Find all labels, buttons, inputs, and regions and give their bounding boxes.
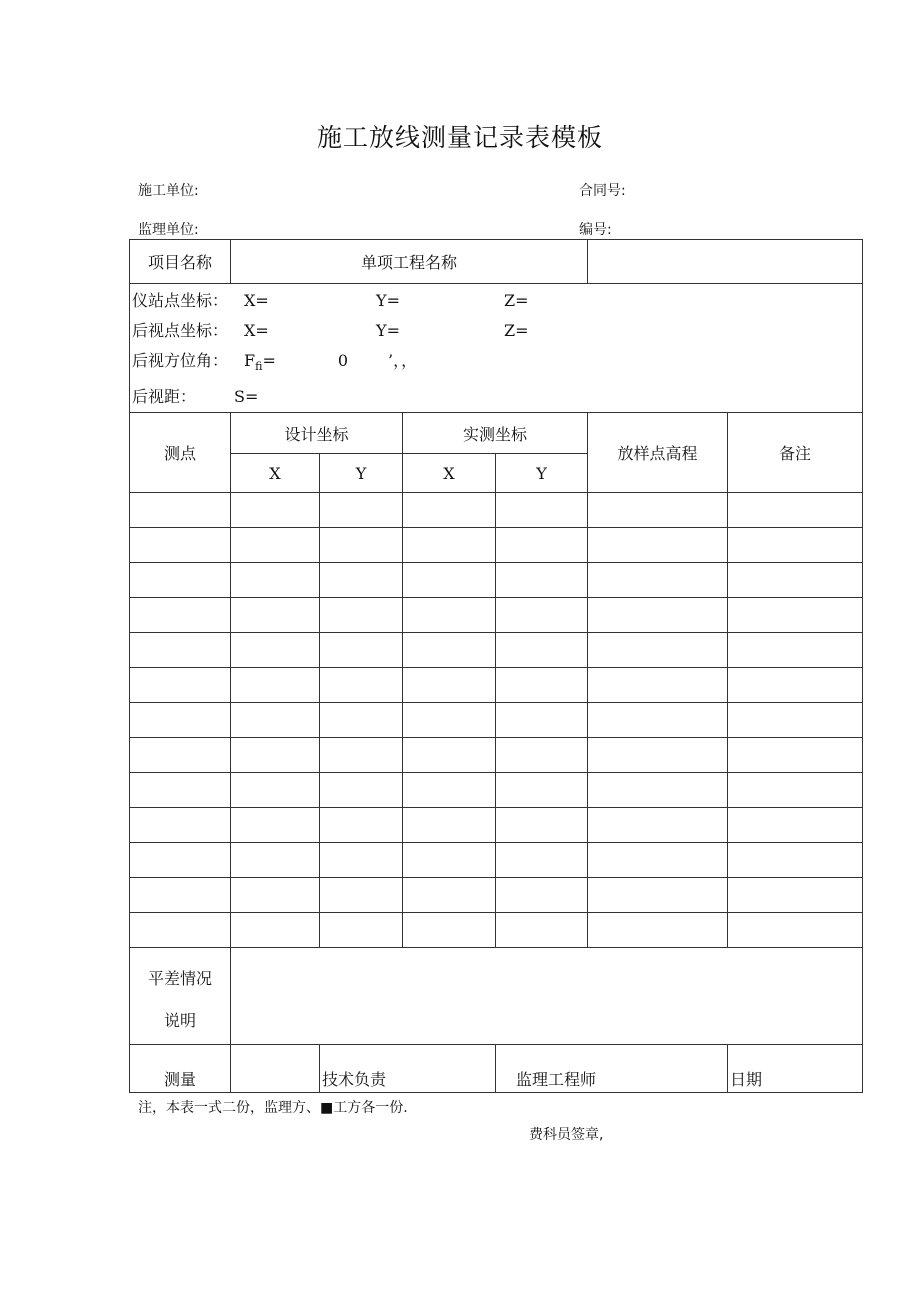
table-cell[interactable] [130,773,231,808]
supervision-unit-label: 监理单位: [138,222,199,238]
table-cell[interactable] [231,703,320,738]
table-cell[interactable] [231,668,320,703]
table-cell[interactable] [728,808,863,843]
table-cell[interactable] [320,668,403,703]
table-cell[interactable] [496,843,588,878]
table-cell[interactable] [588,493,728,528]
table-cell[interactable] [496,878,588,913]
table-cell[interactable] [588,668,728,703]
project-name-label: 项目名称 [130,240,231,284]
project-name-cell[interactable] [588,240,863,284]
table-cell[interactable] [403,773,496,808]
table-row [130,563,863,598]
table-cell[interactable] [320,703,403,738]
table-cell[interactable] [403,878,496,913]
table-cell[interactable] [130,913,231,948]
table-cell[interactable] [496,808,588,843]
table-cell[interactable] [496,668,588,703]
table-cell[interactable] [496,598,588,633]
table-cell[interactable] [496,528,588,563]
table-cell[interactable] [130,598,231,633]
project-row [130,240,863,284]
table-cell[interactable] [320,878,403,913]
instrument-coords-line: 仪站点坐标： X= Y= Z= [132,291,529,310]
table-cell[interactable] [403,633,496,668]
table-cell[interactable] [130,493,231,528]
table-cell[interactable] [403,668,496,703]
supervising-engineer-label: 监理工程师 [496,1045,728,1093]
table-cell[interactable] [231,773,320,808]
table-cell[interactable] [231,493,320,528]
table-row [130,528,863,563]
remark-column-header: 备注 [728,413,863,493]
backsight-coords-line: 后视点坐标： X= Y= Z= [132,321,529,340]
table-cell[interactable] [403,843,496,878]
table-cell[interactable] [496,913,588,948]
table-cell[interactable] [231,808,320,843]
closure-row [130,948,863,1045]
column-header-row [130,413,863,454]
table-cell[interactable] [320,843,403,878]
closure-label: 平差情况 说明 [130,948,231,1045]
design-coords-header: 设计坐标 [231,413,403,454]
table-row [130,493,863,528]
backsight-azimuth-line: 后视方位角： $F_{fi}= 0$ ’，， [132,351,418,374]
surveyor-signature-cell[interactable] [231,1045,320,1093]
table-cell[interactable] [728,668,863,703]
table-cell[interactable] [403,528,496,563]
table-cell[interactable] [496,563,588,598]
table-cell[interactable] [728,843,863,878]
table-cell[interactable] [728,913,863,948]
station-info-row [130,284,863,413]
table-cell[interactable] [231,528,320,563]
measured-x-header: X [403,454,496,493]
table-cell[interactable] [320,563,403,598]
table-cell[interactable] [130,668,231,703]
table-cell[interactable] [320,493,403,528]
table-cell[interactable] [588,843,728,878]
table-cell[interactable] [231,913,320,948]
table-cell[interactable] [130,633,231,668]
sub-project-name-label: 单项工程名称 [231,240,588,284]
table-row [130,913,863,948]
table-cell[interactable] [231,563,320,598]
closure-notes-cell[interactable] [231,948,863,1045]
table-cell[interactable] [588,633,728,668]
page-title: 施工放线测量记录表模板 [316,123,603,152]
construction-unit-label: 施工单位: [138,183,199,199]
survey-record-table [129,239,863,1093]
table-row [130,703,863,738]
table-row [130,878,863,913]
table-row [130,808,863,843]
stamp-label: 费科员签章, [529,1127,604,1143]
measured-y-header: Y [496,454,588,493]
table-cell[interactable] [728,738,863,773]
table-cell[interactable] [320,598,403,633]
surveyor-label: 测量 [130,1045,231,1093]
measured-coords-header: 实测坐标 [403,413,588,454]
table-cell[interactable] [130,703,231,738]
backsight-distance-line: 后视距： S= [132,387,259,407]
design-y-header: Y [320,454,403,493]
table-cell[interactable] [403,563,496,598]
table-cell[interactable] [728,493,863,528]
table-cell[interactable] [320,808,403,843]
table-cell[interactable] [320,773,403,808]
table-cell[interactable] [130,808,231,843]
table-cell[interactable] [728,773,863,808]
table-cell[interactable] [130,528,231,563]
table-cell[interactable] [130,563,231,598]
table-cell[interactable] [728,563,863,598]
table-row [130,843,863,878]
design-x-header: X [231,454,320,493]
table-cell[interactable] [588,703,728,738]
table-cell[interactable] [588,528,728,563]
table-cell[interactable] [231,843,320,878]
table-cell[interactable] [496,738,588,773]
table-cell[interactable] [496,773,588,808]
table-cell[interactable] [231,633,320,668]
signature-row [130,1045,863,1093]
table-cell[interactable] [588,878,728,913]
table-cell[interactable] [320,633,403,668]
table-cell[interactable] [588,563,728,598]
table-row [130,738,863,773]
table-cell[interactable] [320,913,403,948]
table-cell[interactable] [403,598,496,633]
table-cell[interactable] [728,528,863,563]
table-cell[interactable] [130,843,231,878]
table-row [130,668,863,703]
table-row [130,598,863,633]
elevation-column-header: 放样点高程 [588,413,728,493]
table-cell[interactable] [403,808,496,843]
table-cell[interactable] [588,913,728,948]
table-cell[interactable] [728,703,863,738]
table-cell[interactable] [588,738,728,773]
table-cell[interactable] [403,913,496,948]
table-cell[interactable] [588,773,728,808]
table-cell[interactable] [728,598,863,633]
table-cell[interactable] [320,528,403,563]
table-cell[interactable] [496,493,588,528]
table-cell[interactable] [320,738,403,773]
station-info-cell[interactable] [130,284,863,413]
table-cell[interactable] [231,598,320,633]
table-cell[interactable] [403,493,496,528]
table-cell[interactable] [231,878,320,913]
table-cell[interactable] [588,808,728,843]
table-cell[interactable] [403,703,496,738]
contract-no-label: 合同号: [579,183,626,199]
table-cell[interactable] [231,738,320,773]
table-cell[interactable] [130,878,231,913]
table-cell[interactable] [496,703,588,738]
serial-no-label: 编号: [579,222,612,238]
table-cell[interactable] [728,878,863,913]
footer-note: 注，本表一式二份，监理方、■工方各一份. [138,1100,408,1116]
table-cell[interactable] [403,738,496,773]
table-cell[interactable] [130,738,231,773]
technical-lead-label: 技术负责 [320,1045,496,1093]
table-cell[interactable] [588,598,728,633]
table-cell[interactable] [728,633,863,668]
table-row [130,633,863,668]
table-row [130,773,863,808]
table-cell[interactable] [496,633,588,668]
date-label: 日期 [728,1045,863,1093]
point-column-header: 测点 [130,413,231,493]
